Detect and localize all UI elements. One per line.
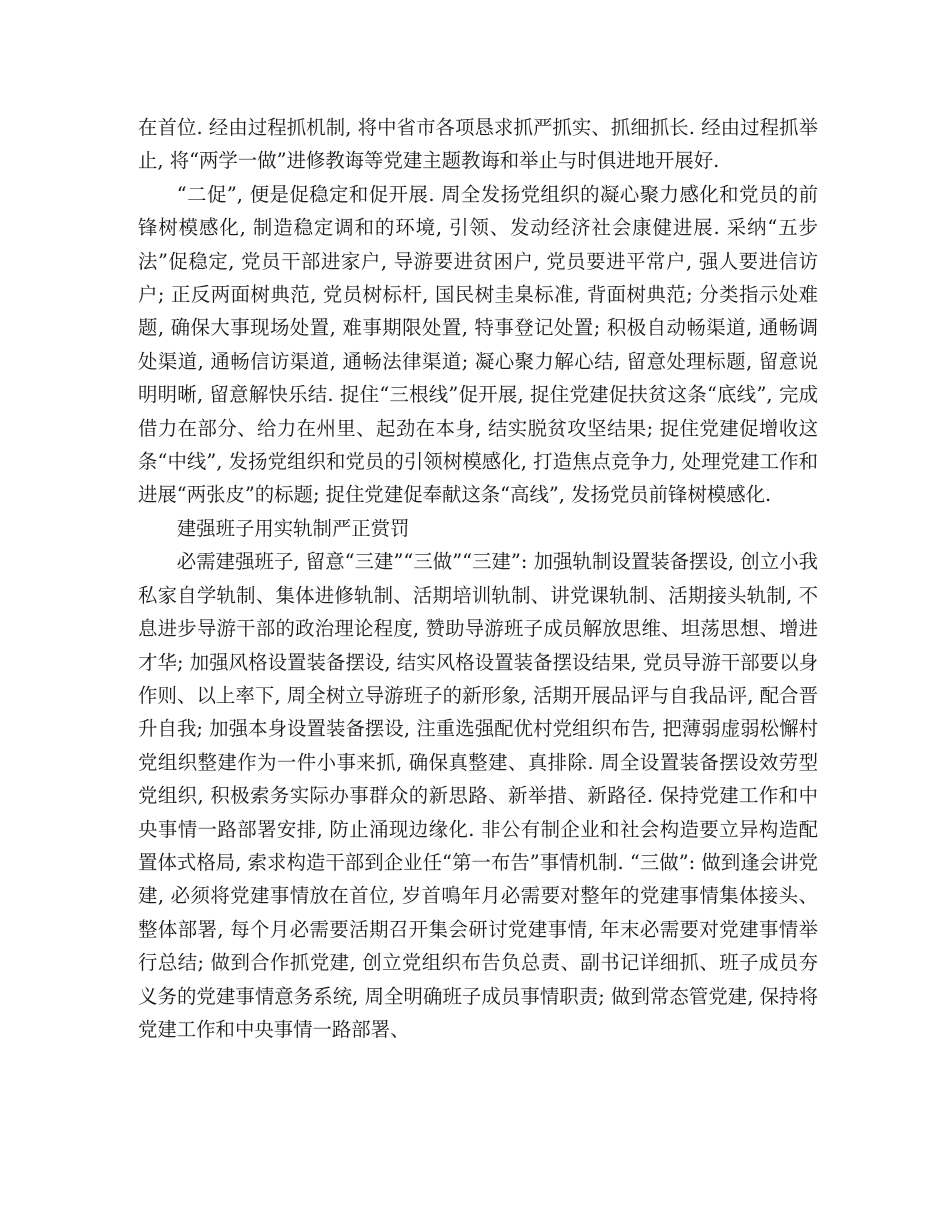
- paragraph-er-cu: “二促”, 便是促稳定和促开展. 周全发扬党组织的凝心聚力感化和党员的前锋树模感化, 制造稳定调和的环境, 引领、发动经济社会康健进展. 采纳“五步法”促稳定, 党员干部进家户, 导游要进贫困户, 党员要进平常户, 强人要进信访户; 正反两面树典范, 党员树标杆, 国民树圭臬标准, 背面树典范; 分类指示处难题, 确保大事现场处置, 难事期限处置, 特事登记处置; 积极自动畅渠道, 通畅调处渠道, 通畅信访渠道, 通畅法律渠道; 凝心聚力解心结, 留意处理标题, 留意说明明晰, 留意解快乐结. 捉住“三根线”促开展, 捉住党建促扶贫这条“底线”, 完成借力在部分、给力在州里、起劲在本身, 结实脱贫攻坚结果; 捉住党建促增收这条“中线”, 发扬党组织和党员的引领树模感化, 打造焦点竞争力, 处理党建工作和进展“两张皮”的标题; 捉住党建促奉献这条“高线”, 发扬党员前锋树模感化.: [138, 182, 818, 507]
- paragraph-continuation: 在首位. 经由过程抓机制, 将中省市各项恳求抓严抓实、抓细抓长. 经由过程抓举止, 将“两学一做”进修教诲等党建主题教诲和举止与时俱进地开展好.: [138, 116, 818, 173]
- section-heading: 建强班子用实轨制严正赏罚: [176, 516, 410, 540]
- document-body: [138, 111, 818, 1046]
- paragraph-team-building: 必需建强班子, 留意“三建”“三做”“三建”: 加强轨制设置装备摆设, 创立小我私家自学轨制、集体进修轨制、活期培训轨制、讲党课轨制、活期接头轨制, 不息进步导游干部的政治理论程度, 赞助导游班子成员解放思维、坦荡思想、增进才华; 加强风格设置装备摆设, 结实风格设置装备摆设结果, 党员导游干部要以身作则、以上率下, 周全树立导游班子的新形象, 活期开展品评与自我品评, 配合晋升自我; 加强本身设置装备摆设, 注重选强配优村党组织布告, 把薄弱虚弱松懈村党组织整建作为一件小事来抓, 确保真整建、真排除. 周全设置装备摆设效劳型党组织, 积极索务实际办事群众的新思路、新举措、新路径. 保持党建工作和中央事情一路部署安排, 防止涌现边缘化. 非公有制企业和社会构造要立异构造配置体式格局, 索求构造干部到企业任“第一布告”事情机制. “三做”: 做到逢会讲党建, 必须将党建事情放在首位, 岁首鳴年月必需要对整年的党建事情集体接头、整体部署, 每个月必需要活期召开集会研讨党建事情, 年末必需要对党建事情举行总结; 做到合作抓党建, 创立党组织布告负总责、副书记详细抓、班子成员夯义务的党建事情意务系统, 周全明确班子成员事情职责; 做到常态管党建, 保持将党建工作和中央事情一路部署、: [138, 550, 818, 1041]
